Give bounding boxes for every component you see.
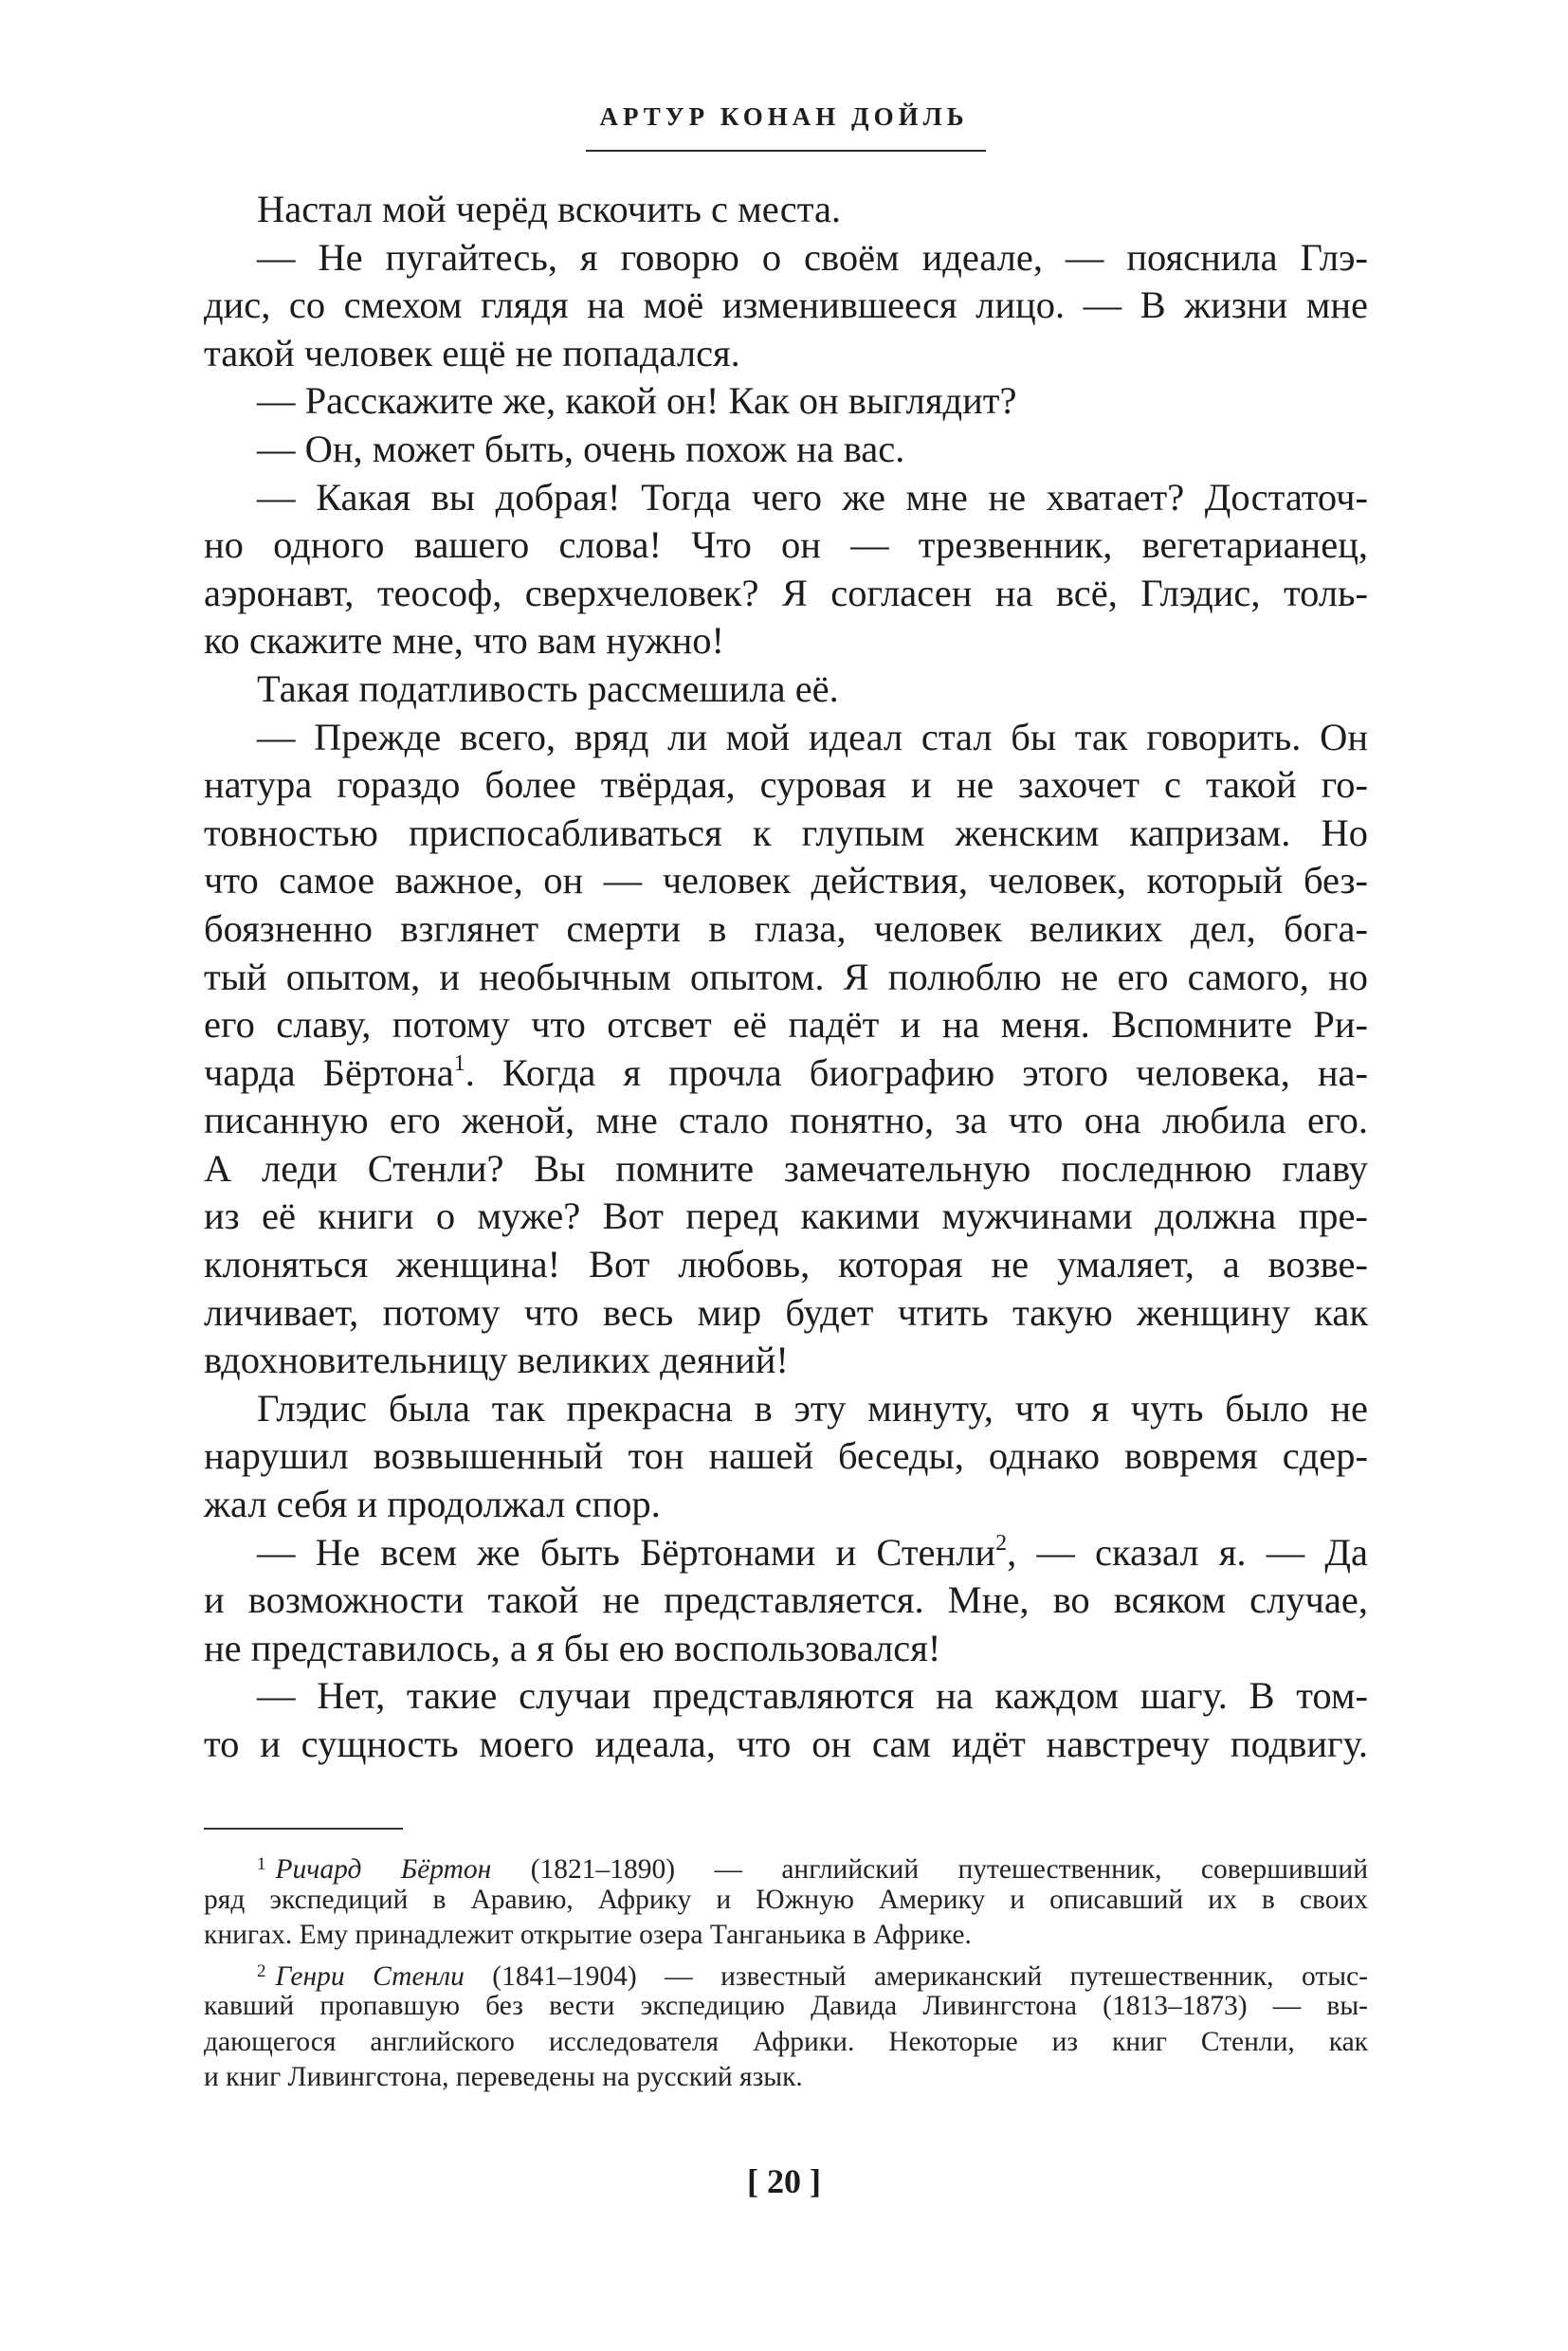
footnote-2-line: и книг Ливингстона, переведены на русский язык.: [204, 2062, 803, 2092]
text-line: А леди Стенли? Вы помните замечательную последнюю главу: [204, 1146, 1368, 1190]
footnote-text: (1821–1890) — английский путешественник, совершивший: [491, 1854, 1369, 1885]
text-line: аэронавт, теософ, сверхчеловек? Я согласен на всё, Глэдис, толь-: [204, 571, 1368, 614]
text-line: клоняться женщина! Вот любовь, которая не умаляет, а возве-: [204, 1243, 1368, 1286]
footnote-rule: [204, 1828, 403, 1830]
text-line: но одного вашего слова! Что он — трезвенник, вегетарианец,: [204, 523, 1368, 567]
text-line: — Он, может быть, очень похож на вас.: [257, 427, 905, 470]
text-line: что самое важное, он — человек действия, человек, который без-: [204, 859, 1368, 902]
footnote-2-line: [204, 1954, 1368, 1990]
footnote-2-name: Генри Стенли: [275, 1960, 465, 1992]
text-line: — Не пугайтесь, я говорю о своём идеале, — пояснила Глэ-: [257, 235, 1368, 279]
text-line: — Нет, такие случаи представляются на каждом шагу. В том-: [257, 1674, 1368, 1718]
text-line: — Расскажите же, какой он! Как он выглядит?: [257, 379, 1017, 423]
text-line: то и сущность моего идеала, что он сам идёт навстречу подвигу.: [204, 1722, 1368, 1765]
text-line: вдохновительницу великих деяний!: [204, 1339, 789, 1382]
text-segment: . Когда я прочла биографию этого человека, на-: [465, 1050, 1369, 1094]
text-segment: , — сказал я. — Да: [1007, 1530, 1368, 1574]
page-number: [ 20 ]: [747, 2162, 821, 2200]
footnote-ref-1: 1: [453, 1050, 465, 1076]
text-line: боязненно взглянет смерти в глаза, человек великих дел, бога-: [204, 906, 1368, 950]
text-line: Глэдис была так прекрасна в эту минуту, что я чуть было не: [257, 1386, 1368, 1430]
text-line: натура гораздо более твёрдая, суровая и не захочет с такой го-: [204, 763, 1368, 807]
text-line: товностью приспосабливаться к глупым женским капризам. Но: [204, 811, 1368, 854]
footnote-1-number: 1: [257, 1854, 266, 1874]
footnote-1-line: ряд экспедиций в Аравию, Африку и Южную Америку и описавший их в своих: [204, 1884, 1368, 1915]
footnote-1-line: [204, 1847, 1368, 1883]
text-line: его славу, потому что отсвет её падёт и на меня. Вспомните Ри-: [204, 1003, 1368, 1047]
text-line: нарушил возвышенный тон нашей беседы, однако вовремя сдер-: [204, 1434, 1368, 1478]
running-title: АРТУР КОНАН ДОЙЛЬ: [599, 102, 969, 131]
text-line: — Прежде всего, вряд ли мой идеал стал бы так говорить. Он: [257, 715, 1368, 758]
footnote-text: (1841–1904) — известный американский путешественник, отыс-: [464, 1960, 1368, 1992]
text-line: ко скажите мне, что вам нужно!: [204, 619, 725, 663]
footnote-1-name: Ричард Бёртон: [275, 1854, 492, 1885]
text-line: дис, со смехом глядя на моё изменившееся лицо. — В жизни мне: [204, 283, 1368, 327]
text-segment: чарда Бёртона: [204, 1050, 454, 1094]
text-line: тый опытом, и необычным опытом. Я полюблю не его самого, но: [204, 955, 1368, 998]
text-line: из её книги о муже? Вот перед какими мужчинами должна пре-: [204, 1194, 1368, 1238]
text-line: Настал мой черёд вскочить с места.: [257, 188, 842, 230]
footnote-2-line: дающегося английского исследователя Африки. Некоторые из книг Стенли, как: [204, 2026, 1368, 2057]
footnotes: [204, 1847, 1368, 2096]
text-line: не представилось, а я бы ею воспользовался!: [204, 1626, 941, 1669]
footnote-1-line: книгах. Ему принадлежит открытие озера Танганьика в Африке.: [204, 1920, 972, 1950]
text-segment: — Не всем же быть Бёртонами и Стенли: [257, 1530, 996, 1574]
footnote-2-line: кавший пропавшую без вести экспедицию Давида Ливингстона (1813–1873) — вы-: [204, 1991, 1368, 2021]
text-line: такой человек ещё не попадался.: [204, 331, 740, 374]
text-line: личивает, потому что весь мир будет чтить такую женщину как: [204, 1290, 1368, 1334]
text-line: — Какая вы добрая! Тогда чего же мне не хватает? Достаточ-: [257, 475, 1368, 519]
header-rule: [586, 150, 986, 152]
text-line: [204, 1529, 1368, 1577]
text-line: и возможности такой не представляется. Мне, во всяком случае,: [204, 1578, 1368, 1622]
footnote-ref-2: 2: [995, 1530, 1008, 1556]
text-line: жал себя и продолжал спор.: [204, 1483, 661, 1526]
footnote-2-number: 2: [257, 1960, 266, 1981]
main-text: [204, 186, 1368, 1769]
text-line: Такая податливость рассмешила её.: [257, 666, 839, 710]
text-line: писанную его женой, мне стало понятно, за что она любила его.: [204, 1099, 1368, 1142]
text-line: [204, 1049, 1368, 1098]
